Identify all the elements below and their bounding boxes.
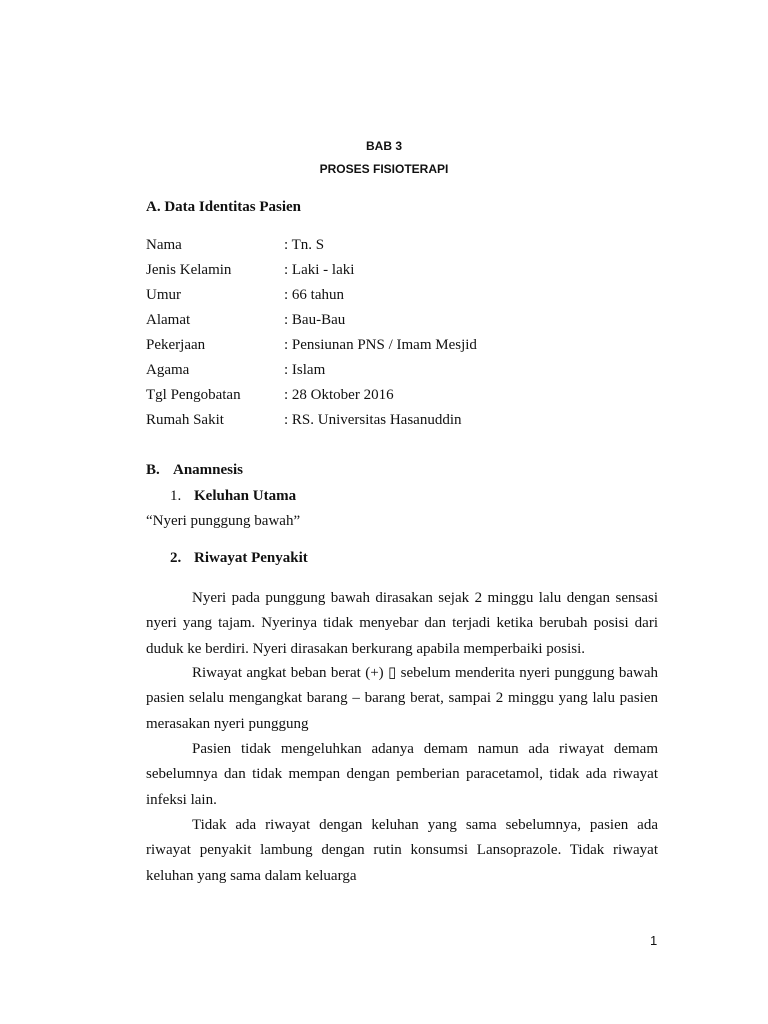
history-paragraph: Riwayat angkat beban berat (+) ▯ sebelum menderita nyeri punggung bawah pasien selalu mengangkat barang – barang berat, sampai 2 minggu yang lalu pasien merasakan nyeri punggung (146, 665, 658, 732)
history-paragraph: Tidak ada riwayat dengan keluhan yang sama sebelumnya, pasien ada riwayat penyakit lambung dengan rutin konsumsi Lansoprazole. Tidak riwayat keluhan yang sama dalam keluarga (146, 817, 658, 884)
identity-label: Tgl Pengobatan (146, 387, 241, 403)
chapter-title: PROSES FISIOTERAPI (319, 162, 449, 176)
identity-value: : Islam (284, 362, 326, 378)
section-b-heading (146, 462, 243, 479)
chapter-number: BAB 3 (365, 139, 402, 153)
identity-value: : RS. Universitas Hasanuddin (284, 412, 462, 428)
section-a-heading: A. Data Identitas Pasien (146, 199, 302, 215)
subsection-2-heading (170, 550, 308, 567)
identity-value: : Tn. S (284, 237, 325, 253)
section-b-number: B. (146, 462, 160, 478)
identity-value: : 66 tahun (284, 287, 344, 303)
identity-label: Pekerjaan (146, 337, 206, 353)
identity-label: Nama (146, 237, 182, 253)
identity-label: Rumah Sakit (146, 412, 224, 428)
identity-value: : 28 Oktober 2016 (284, 387, 394, 403)
subsection-2-title: Riwayat Penyakit (194, 550, 308, 566)
history-paragraph: Nyeri pada punggung bawah dirasakan sejak 2 minggu lalu dengan sensasi nyeri yang tajam. Nyerinya tidak menyebar dan terjadi ketika berubah posisi dari duduk ke berdiri. Nyeri dirasakan berkurang apabila memperbaiki posisi. (146, 590, 658, 657)
page-number: 1 (650, 933, 658, 948)
subsection-1-title: Keluhan Utama (194, 488, 297, 504)
identity-value: : Pensiunan PNS / Imam Mesjid (284, 337, 477, 353)
identity-label: Jenis Kelamin (146, 262, 232, 278)
chief-complaint-quote: “Nyeri punggung bawah” (146, 513, 301, 529)
history-paragraph: Pasien tidak mengeluhkan adanya demam namun ada riwayat demam sebelumnya dan tidak mempan dengan pemberian paracetamol, tidak ada riwayat infeksi lain. (146, 741, 658, 808)
identity-value: : Bau-Bau (284, 312, 346, 328)
section-b-title: Anamnesis (173, 462, 244, 478)
subsection-1-heading (170, 488, 296, 505)
identity-label: Agama (146, 362, 190, 378)
subsection-1-number: 1. (170, 488, 182, 504)
identity-label: Umur (146, 287, 181, 303)
identity-value: : Laki - laki (284, 262, 355, 278)
subsection-2-number: 2. (170, 550, 182, 566)
identity-label: Alamat (146, 312, 191, 328)
